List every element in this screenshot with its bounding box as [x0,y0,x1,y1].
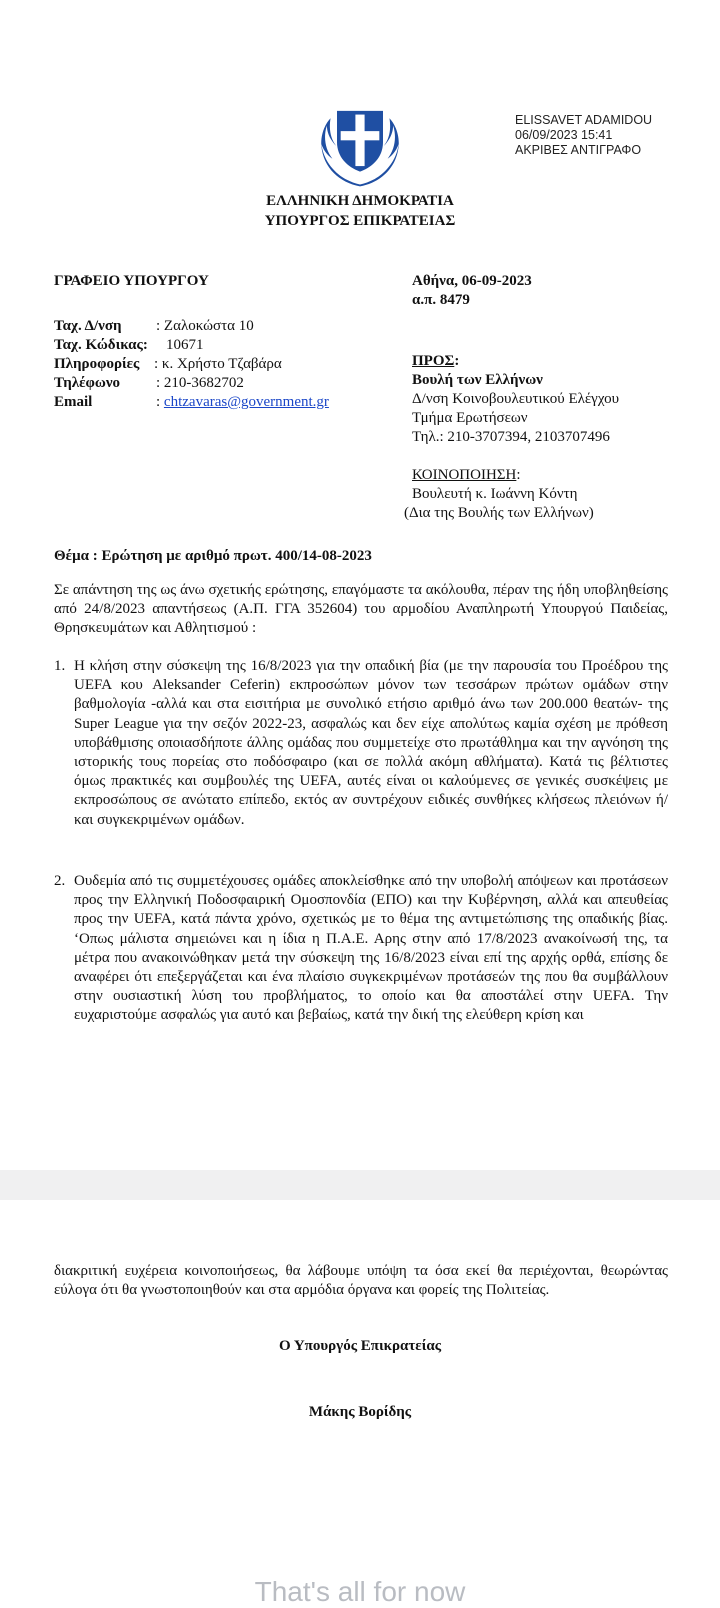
end-of-document-message: That's all for now [254,1576,466,1607]
stamp-datetime: 06/09/2023 15:41 [515,128,613,142]
signature-name: Μάκης Βορίδης [308,1404,412,1420]
email-row [156,394,329,411]
office-heading: ΓΡΑΦΕΙΟ ΥΠΟΥΡΓΟΥ [54,273,209,289]
recipient-line-3: Τμήμα Ερωτήσεων [412,410,528,426]
ministry-heading: ΥΠΟΥΡΓΟΣ ΕΠΙΚΡΑΤΕΙΑΣ [264,213,456,229]
recipient-label-colon: : [454,353,460,369]
cc-line-2: (Δια της Βουλής των Ελλήνων) [404,505,594,521]
phone-value: : 210-3682702 [156,375,244,391]
page-separator [0,1170,720,1200]
address-label: Ταχ. Δ/νση [54,318,122,334]
recipient-label [412,352,459,371]
stamp-name: ELISSAVET ADAMIDOU [515,113,653,127]
list-item-number: 2. [54,873,66,889]
stamp-copy-note: ΑΚΡΙΒΕΣ ΑΝΤΙΓΡΑΦΟ [515,143,642,157]
list-item-number: 1. [54,658,66,674]
republic-heading: ΕΛΛΗΝΙΚΗ ΔΗΜΟΚΡΑΤΙΑ [266,193,454,209]
digital-signature-stamp [515,113,715,158]
phone-label: Τηλέφωνο [54,375,121,391]
subject-line: Θέμα : Ερώτηση με αριθμό πρωτ. 400/14-08-2023 [54,548,372,564]
list-item-text: Η κλήση στην σύσκεψη της 16/8/2023 για την οπαδική βία (με την παρουσία του Προέδρου της UEFA κου Aleksander Ceferin) εκπροσώπων μόνον των τεσσάρων πρώτων ομάδων στην βαθμολογία -αλλά και στα εισιτήρια με συνολικό ετήσιο αριθμό άνω των 200.000 θεατών- της Super League για την σεζόν 2022-23, ασφαλώς και δεν είχε απολύτως καμία σχέση με πρόθεση υποβάθμισης οποιασδήποτε άλλης ομάδας που συμμετείχε στο πρωτάθλημα και την αγνόηση της ιστορικής τους πορείας στο ποδόσφαιρο (και σε πολλά ακόμη αθλήματα). Κατά τις βέλτιστες όμως πρακτικές και συμβουλές της UEFA, αυτές είναι οι καλούμενες σε γενικές συσκέψεις με εκπροσώπους σε ανώτατο επίπεδο, εκτός αν συντρέχουν ειδικές συνθήκες κλήσεως πλειόνων ή/και συγκεκριμένων ομάδων. [74,658,668,828]
recipient-line-1: Βουλή των Ελλήνων [412,372,543,388]
recipient-line-2: Δ/νση Κοινοβουλευτικού Ελέγχου [412,391,620,407]
cc-label-text: ΚΟΙΝΟΠΟΙΗΣΗ [412,467,517,483]
email-colon: : [156,394,161,410]
continuation-paragraph: διακριτική ευχέρεια κοινοποιήσεως, θα λάβουμε υπόψη τα όσα εκεί θα περιέχονται, θεωρώντας εύλογα ότι θα γνωστοποιηθούν και στα αρμόδια όργανα και φορείς της Πολιτείας. [54,1263,668,1299]
email-link[interactable]: chtzavaras@government.gr [163,394,329,410]
signature-title: Ο Υπουργός Επικρατείας [278,1338,442,1354]
info-value: : κ. Χρήστο Τζαβάρα [154,356,282,372]
list-item [54,657,668,830]
postcode-label: Ταχ. Κώδικας: [54,337,148,353]
cc-label [412,466,521,485]
list-item [54,872,668,1026]
recipient-line-4: Τηλ.: 210-3707394, 2103707496 [412,429,610,445]
document-page-2 [0,1200,720,1599]
cc-label-colon: : [516,467,521,483]
list-item-text: Ουδεμία από τις συμμετέχουσες ομάδες αποκλείσθηκε από την υποβολή απόψεων και προτάσεων προς την Ελληνική Ποδοσφαιρική Ομοσπονδία (ΕΠΟ) και την Κυβέρνηση, αλλά και απευθείας προς την UEFA, κατά πάντα χρόνο, σχετικώς με το θέμα της αντιμετώπισης της οπαδικής βίας. ‘Οπως μάλιστα σημειώνει και η ίδια η Π.Α.Ε. Αρης στην από 17/8/2023 ανακοίνωσή της, τα μέτρα που ανακοινώθηκαν μετά την σύσκεψη της 16/8/2023 είναι επί της αρχής ορθά, επίσης δε αναφέρει ότι επεξεργάζεται και ένα πλαίσιο συγκεκριμένων προτάσεών της που θα συμβάλλουν στην ουσιαστική λύση του προβλήματος, το οποίο και θα αποστάλεί στην UEFA. Την ευχαριστούμε ασφαλώς για αυτό και βεβαίως, κατά την δική της ελεύθερη κρίση και [74,873,668,1024]
greek-emblem-icon [314,98,406,190]
place-date: Αθήνα, 06-09-2023 [412,273,532,289]
postcode-value: 10671 [166,337,204,353]
recipient-label-text: ΠΡΟΣ [412,353,455,369]
cc-line-1: Βουλευτή κ. Ιωάννη Κόντη [412,486,578,502]
email-label: Email [54,394,93,410]
intro-paragraph: Σε απάντηση της ως άνω σχετικής ερώτησης, επαγόμαστε τα ακόλουθα, πέραν της ήδη υποβληθείσης από 24/8/2023 απαντήσεως (Α.Π. ΓΓΑ 352604) του αρμοδίου Αναπληρωτή Υπουργού Παιδείας, Θρησκευμάτων και Αθλητισμού : [54,582,668,637]
reference-number: α.π. 8479 [412,292,470,308]
info-label: Πληροφορίες [54,356,140,372]
address-value: : Ζαλοκώστα 10 [156,318,254,334]
